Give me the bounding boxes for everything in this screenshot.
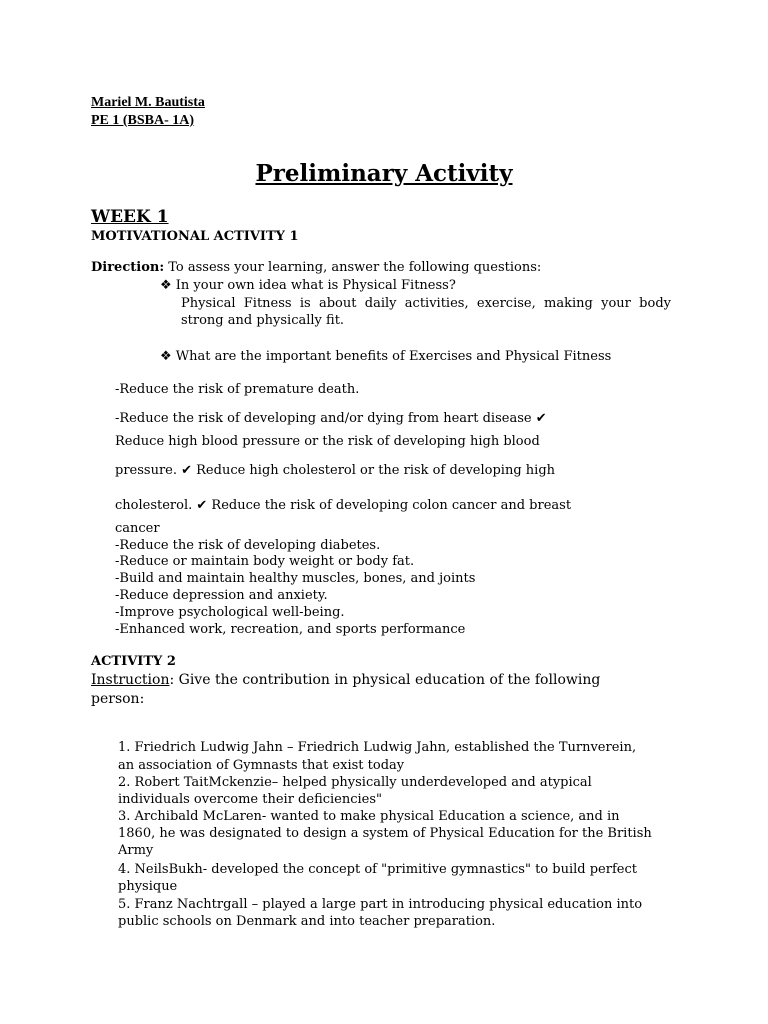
- contributor-item: 4. NeilsBukh- developed the concept of "primitive gymnastics" to build perfect: [118, 862, 637, 877]
- benefit-item: -Enhanced work, recreation, and sports performance: [115, 622, 466, 637]
- question-1: [160, 278, 456, 293]
- motivational-heading: MOTIVATIONAL ACTIVITY 1: [91, 229, 299, 244]
- course-section: PE 1 (BSBA- 1A): [91, 113, 195, 128]
- benefit-item: -Reduce the risk of developing and/or dying from heart disease ✔: [115, 411, 547, 426]
- contributor-item: 1860, he was designated to design a system of Physical Education for the British: [118, 826, 652, 841]
- contributor-item: 1. Friedrich Ludwig Jahn – Friedrich Ludwig Jahn, established the Turnverein,: [118, 740, 637, 755]
- activity-2-heading: ACTIVITY 2: [91, 654, 176, 669]
- question-2: [160, 349, 611, 364]
- contributor-item: individuals overcome their deficiencies": [118, 792, 383, 807]
- contributor-item: public schools on Denmark and into teacher preparation.: [118, 914, 496, 929]
- diamond-bullet-icon: ❖: [160, 278, 172, 293]
- contributor-item: physique: [118, 879, 178, 894]
- contributor-item: 3. Archibald McLaren- wanted to make physical Education a science, and in: [118, 809, 620, 824]
- direction-text: To assess your learning, answer the following questions:: [164, 260, 542, 275]
- benefit-item: cancer: [115, 521, 160, 536]
- benefit-item: -Reduce or maintain body weight or body fat.: [115, 554, 415, 569]
- diamond-bullet-icon: ❖: [160, 349, 172, 364]
- benefit-item: cholesterol. ✔ Reduce the risk of developing colon cancer and breast: [115, 498, 572, 513]
- contributor-item: an association of Gymnasts that exist today: [118, 758, 405, 773]
- page-title: Preliminary Activity: [255, 160, 513, 187]
- week-heading: WEEK 1: [91, 207, 169, 227]
- instruction-text: : Give the contribution in physical education of the following: [169, 672, 601, 688]
- contributor-item: Army: [118, 843, 154, 858]
- benefit-item: -Improve psychological well-being.: [115, 605, 345, 620]
- benefit-item: Reduce high blood pressure or the risk of developing high blood: [115, 434, 540, 449]
- instruction-label: Instruction: [91, 672, 170, 688]
- benefit-item: -Reduce the risk of premature death.: [115, 382, 360, 397]
- contributor-item: 5. Franz Nachtrgall – played a large part in introducing physical education into: [118, 897, 643, 912]
- direction-label: Direction:: [91, 260, 165, 275]
- answer-1-line-1: Physical Fitness is about daily activities, exercise, making your body: [181, 296, 671, 311]
- benefit-item: -Build and maintain healthy muscles, bones, and joints: [115, 571, 476, 586]
- benefit-item: pressure. ✔ Reduce high cholesterol or the risk of developing high: [115, 463, 556, 478]
- benefit-item: -Reduce depression and anxiety.: [115, 588, 328, 603]
- instruction-line: [91, 672, 600, 688]
- benefit-item: -Reduce the risk of developing diabetes.: [115, 538, 381, 553]
- student-name: Mariel M. Bautista: [91, 95, 205, 110]
- question-1-text: In your own idea what is Physical Fitness?: [171, 278, 456, 293]
- answer-1-line-2: strong and physically fit.: [181, 313, 345, 328]
- contributor-item: 2. Robert TaitMckenzie– helped physically underdeveloped and atypical: [118, 775, 592, 790]
- direction-line: [91, 260, 541, 275]
- instruction-line-2: person:: [91, 691, 145, 707]
- question-2-text: What are the important benefits of Exercises and Physical Fitness: [171, 349, 612, 364]
